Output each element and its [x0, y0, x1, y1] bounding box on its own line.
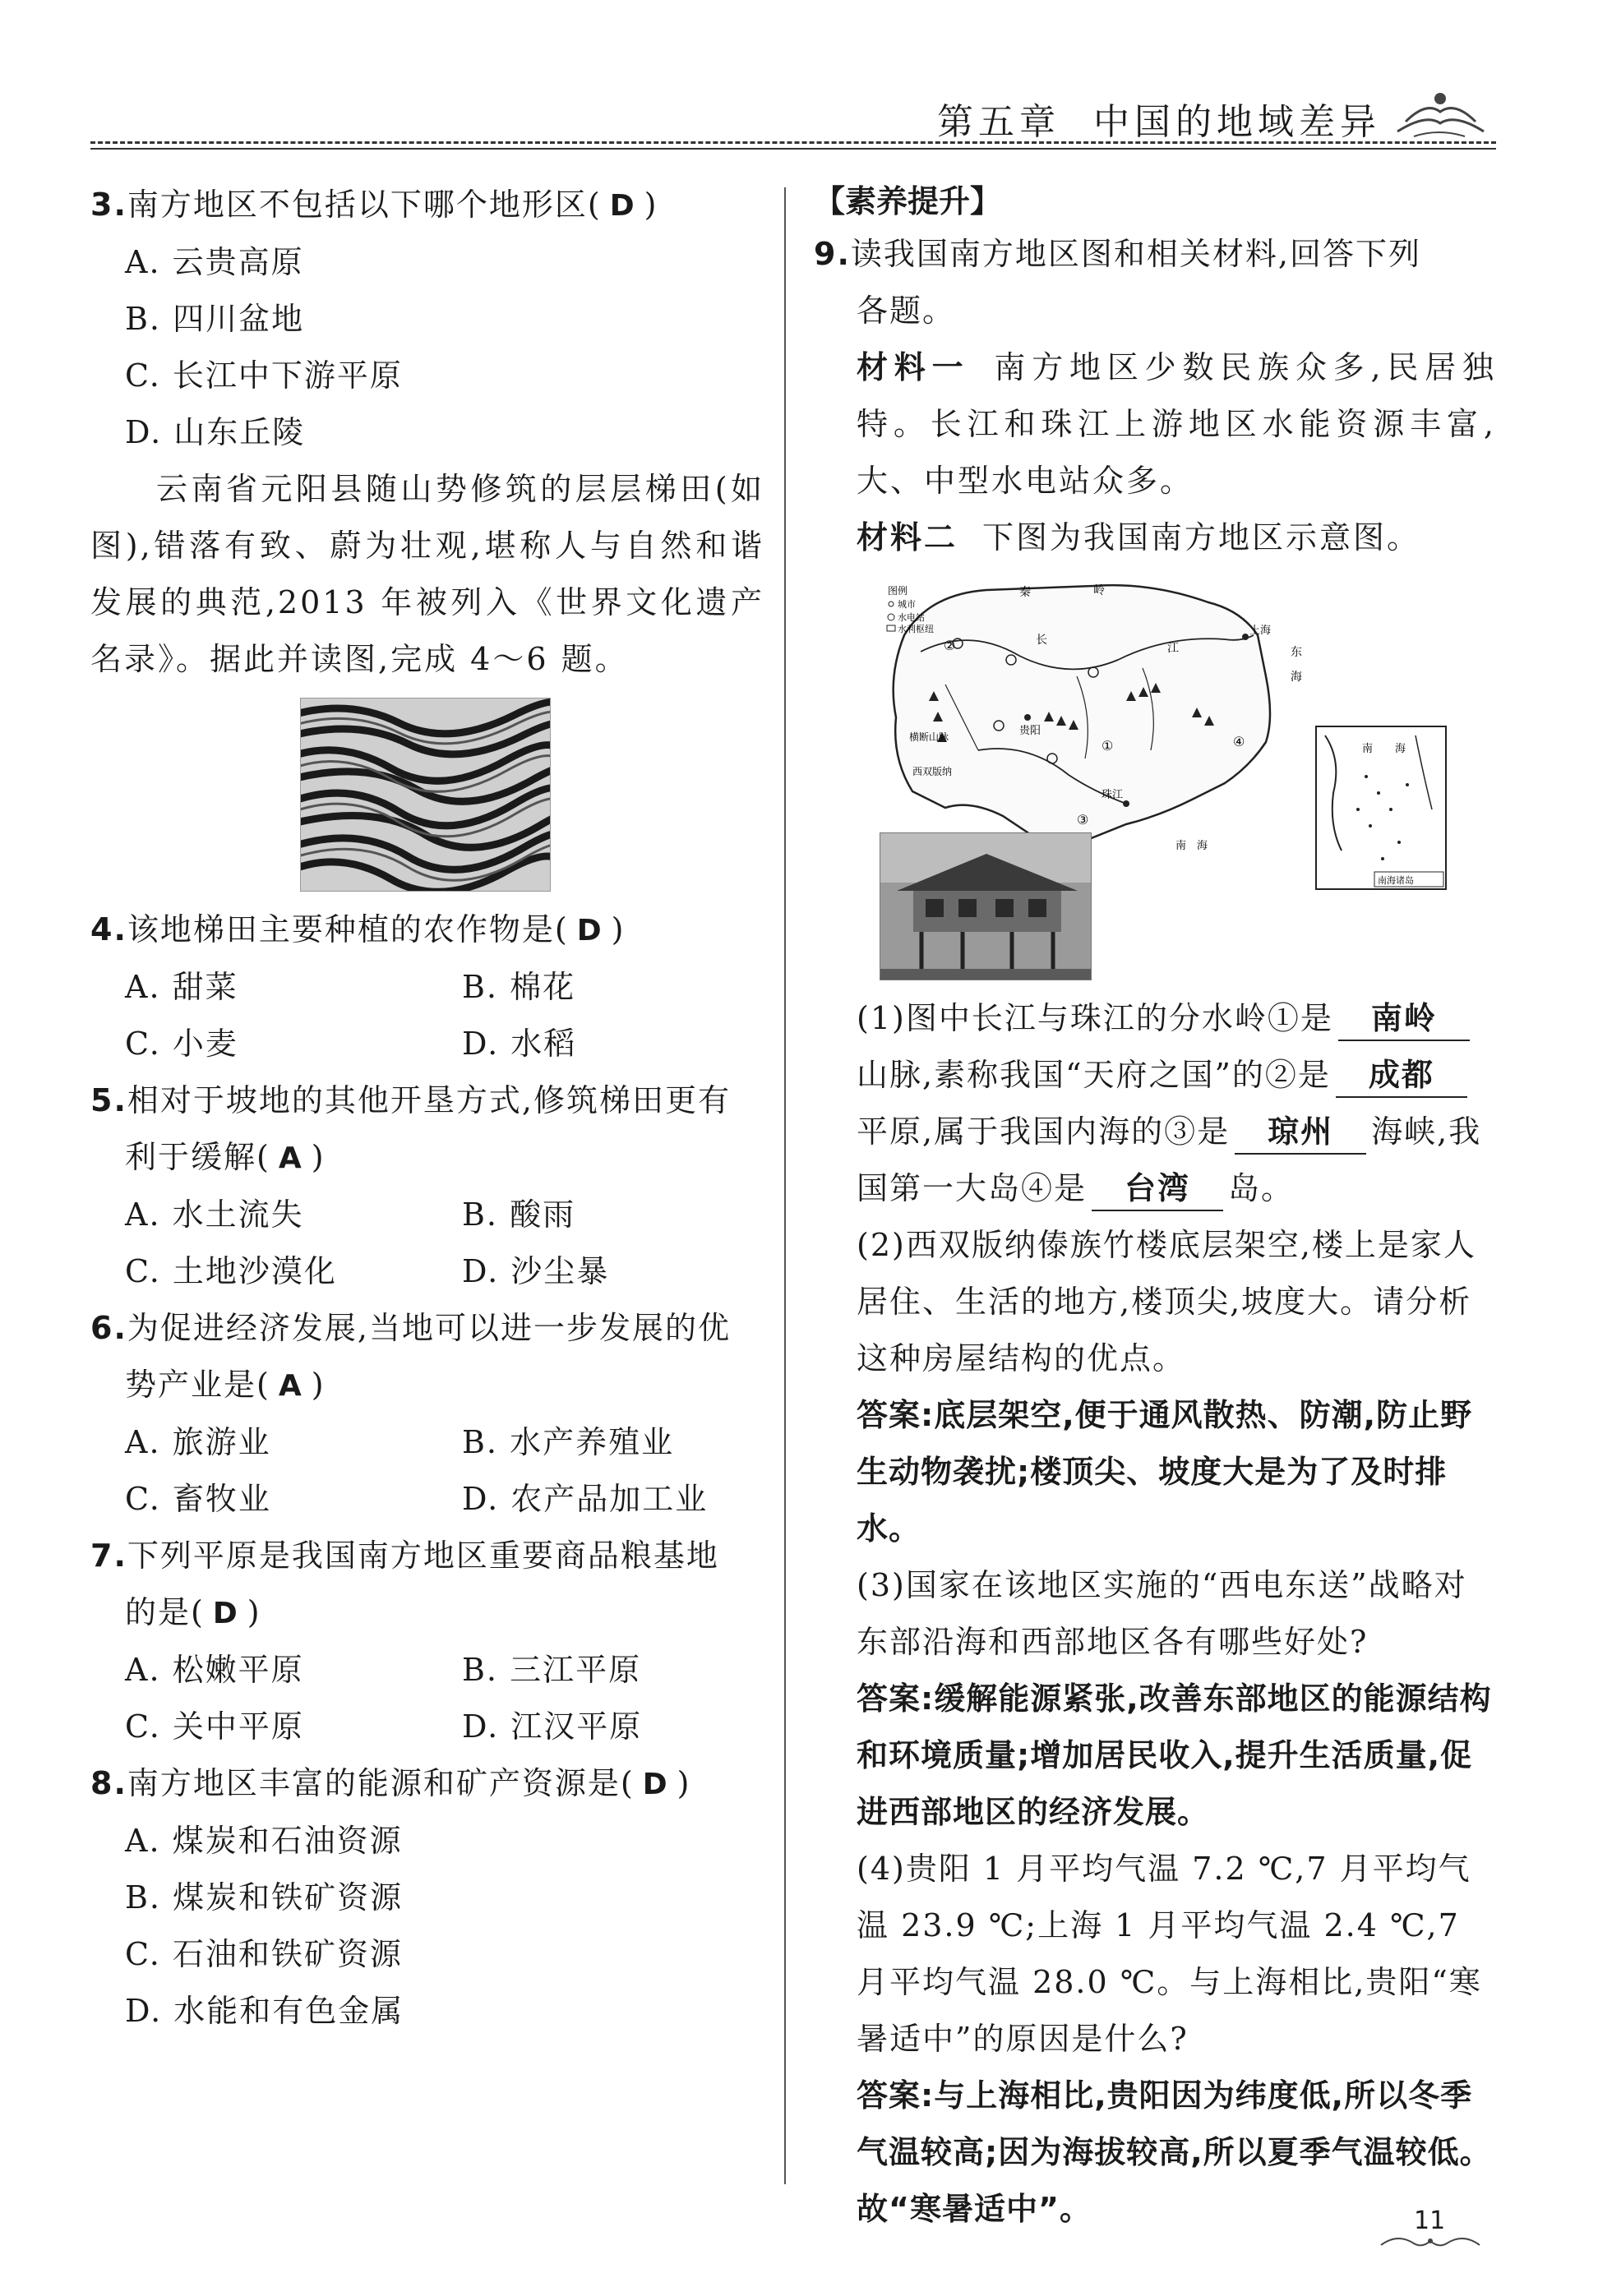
map-label-hai: 海 [1291, 671, 1302, 684]
options-row [90, 1243, 764, 1300]
option-c: C. 石油和铁矿资源 [125, 1936, 403, 1972]
material-label: 材料二 [857, 519, 958, 556]
question-text: 南方地区不包括以下哪个地形区( [127, 187, 602, 223]
sub1-text: 海峡, [1371, 1113, 1449, 1150]
map-label-hengduan: 横断山脉 [909, 731, 949, 743]
paren-close: ) [247, 1594, 261, 1630]
options-row [90, 1414, 764, 1471]
column-divider [784, 187, 786, 2184]
header-ornament-icon [1389, 89, 1488, 141]
map-label-ling: 岭 [1093, 584, 1105, 597]
legend-hydro-label: 水电站 [898, 612, 925, 623]
options-row [90, 1471, 764, 1528]
question-text: 为促进经济发展,当地可以进一步发展的优 [127, 1310, 731, 1346]
subquestion-1 [814, 990, 1496, 1217]
map-label-guiyang: 贵阳 [1019, 725, 1041, 737]
map-label-dong: 东 [1291, 646, 1302, 659]
legend-dam-label: 水利枢纽 [898, 624, 934, 634]
subquestion-3: (3)国家在该地区实施的“西电东送”战略对东部沿海和西部地区各有哪些好处? [857, 1567, 1467, 1660]
chapter-number: 第五章 [937, 101, 1060, 143]
question-6 [90, 1300, 764, 1357]
answer-4: 答案:与上海相比,贵阳因为纬度低,所以冬季气温较高;因为海拔较高,所以夏季气温较低。故“寒暑适中”。 [857, 2077, 1492, 2227]
paren-close: ) [611, 911, 626, 947]
question-text: 的是( [125, 1594, 205, 1630]
answer-2: 答案:底层架空,便于通风散热、防潮,防止野生动物袭扰;楼顶尖、坡度大是为了及时排水。 [857, 1397, 1473, 1547]
option-a: A. 甜菜 [125, 969, 238, 1005]
header-dashed-rule [90, 141, 1496, 144]
blank-answer-1: 南岭 [1338, 997, 1470, 1041]
option-b: B. 四川盆地 [125, 301, 305, 337]
option-d: D. 沙尘暴 [462, 1253, 610, 1289]
map-label-4: ④ [1233, 734, 1245, 749]
header-solid-rule [90, 148, 1496, 150]
question-text: 各题。 [857, 293, 956, 329]
question-9-cont [814, 283, 1496, 339]
question-text: 相对于坡地的其他开垦方式,修筑梯田更有 [127, 1082, 731, 1118]
question-number: 8. [90, 1765, 127, 1801]
option-b: B. 水产养殖业 [462, 1424, 675, 1460]
legend-dam-icon [887, 625, 895, 631]
question-number: 3. [90, 187, 127, 223]
map-label-xishuangbanna: 西双版纳 [912, 766, 953, 777]
question-4 [90, 901, 764, 959]
material-2 [814, 509, 1496, 566]
legend-city-icon [889, 602, 894, 606]
option-c: C. 土地沙漠化 [125, 1253, 337, 1289]
options-row [90, 1699, 764, 1755]
blank-answer-2: 成都 [1336, 1053, 1467, 1098]
sub1-text: (1)图中长江与珠江的分水岭①是 [857, 1000, 1333, 1036]
option-d: D. 农产品加工业 [462, 1481, 709, 1517]
material-label: 材料一 [857, 349, 970, 385]
sub1-text: 平原,属于我国内海的③是 [857, 1113, 1231, 1150]
question-number: 6. [90, 1310, 127, 1346]
material-1 [814, 339, 1496, 509]
question-9 [814, 226, 1496, 283]
options-row [90, 1187, 764, 1243]
blank-answer-4: 台湾 [1092, 1167, 1223, 1211]
page-number: 11 [1414, 2206, 1446, 2235]
inset-label: 南海诸岛 [1378, 875, 1414, 886]
map-label-chang: 长 [1036, 634, 1047, 647]
question-5-cont [90, 1129, 764, 1187]
footer-ornament-icon [1373, 2229, 1488, 2253]
question-6-cont [90, 1357, 764, 1414]
terrace-photo-image [301, 698, 551, 892]
answer-letter: D [576, 914, 603, 947]
passage-terraces: 云南省元阳县随山势修筑的层层梯田(如图),错落有致、蔚为壮观,堪称人与自然和谐发展的典范,2013 年被列入《世界文化遗产名录》。据此并读图,完成 4～6 题。 [90, 471, 764, 677]
paren-close: ) [311, 1139, 326, 1175]
material-text: 下图为我国南方地区示意图。 [982, 519, 1421, 556]
legend-title: 图例 [888, 585, 908, 597]
option-d: D. 水能和有色金属 [125, 1993, 404, 2029]
option-a: A. 松嫩平原 [125, 1652, 304, 1688]
subquestion-4: (4)贵阳 1 月平均气温 7.2 ℃,7 月平均气温 23.9 ℃;上海 1 月平均气温 2.4 ℃,7 月平均气温 28.0 ℃。与上海相比,贵阳“寒暑适中”的原因是什么? [857, 1851, 1482, 2057]
question-5 [90, 1072, 764, 1129]
question-text: 读我国南方地区图和相关材料,回答下列 [850, 236, 1421, 272]
answer-3: 答案:缓解能源紧张,改善东部地区的能源结构和环境质量;增加居民收入,提升生活质量,促进西部地区的经济发展。 [857, 1681, 1492, 1830]
inset-hai: 海 [1395, 743, 1406, 755]
material-text: 南方地区少数民族众多,民居独特。长江和珠江上游地区水能资源丰富,大、中型水电站众多。 [857, 349, 1496, 499]
section-title: 【素养提升】 [814, 183, 1002, 219]
sub1-text: 山脉,素称我国“天府之国”的②是 [857, 1057, 1331, 1093]
map-label-3: ③ [1077, 812, 1089, 828]
option-c: C. 小麦 [125, 1026, 238, 1062]
chapter-name: 中国的地域差异 [1093, 101, 1381, 143]
option-d: D. 江汉平原 [462, 1708, 643, 1745]
terrace-photo [300, 698, 551, 892]
answer-letter: D [212, 1597, 239, 1630]
map-label-jiang: 江 [1167, 642, 1179, 655]
options-row [90, 959, 764, 1016]
map-label-zhujiang: 珠江 [1102, 789, 1124, 801]
question-number: 5. [90, 1082, 127, 1118]
map-label-nanhai: 南 海 [1175, 840, 1208, 852]
paren-close: ) [644, 187, 658, 223]
question-7-cont [90, 1584, 764, 1642]
question-text: 利于缓解( [125, 1139, 270, 1175]
question-text: 南方地区丰富的能源和矿产资源是( [127, 1765, 635, 1801]
map-label-2: ② [944, 638, 956, 653]
option-a: A. 旅游业 [125, 1424, 271, 1460]
question-8 [90, 1755, 764, 1813]
map-label-qin: 秦 [1019, 586, 1031, 599]
answer-letter: D [609, 189, 636, 223]
legend-hydro-icon [888, 614, 894, 620]
question-number: 7. [90, 1538, 127, 1574]
option-b: B. 三江平原 [462, 1652, 642, 1688]
paren-close: ) [311, 1367, 326, 1403]
option-b: B. 棉花 [462, 969, 576, 1005]
question-number: 4. [90, 911, 127, 947]
inset-nan: 南 [1362, 743, 1374, 755]
right-column [814, 177, 1496, 2238]
sub1-text: 我国第一大岛④是 [857, 1113, 1482, 1206]
left-column [90, 177, 764, 2040]
option-a: A. 煤炭和石油资源 [125, 1823, 403, 1859]
option-d: D. 山东丘陵 [125, 414, 306, 450]
bamboo-house-image [880, 833, 1092, 980]
option-d: D. 水稻 [462, 1026, 577, 1062]
question-3 [90, 177, 764, 234]
answer-letter: A [278, 1369, 303, 1403]
option-a: A. 云贵高原 [125, 244, 304, 280]
inset-svg [1317, 727, 1445, 888]
option-c: C. 长江中下游平原 [125, 357, 403, 394]
question-text: 势产业是( [125, 1367, 270, 1403]
option-b: B. 酸雨 [462, 1196, 576, 1233]
option-c: C. 关中平原 [125, 1708, 304, 1745]
question-7 [90, 1528, 764, 1584]
answer-letter: D [642, 1768, 669, 1801]
question-text: 该地梯田主要种植的农作物是( [127, 911, 569, 947]
bamboo-house-photo [880, 832, 1092, 980]
option-a: A. 水土流失 [125, 1196, 304, 1233]
map-label-1: ① [1102, 738, 1114, 754]
question-number: 9. [814, 236, 851, 272]
south-china-sea-inset [1315, 726, 1447, 890]
chapter-title [937, 92, 1381, 145]
paren-close: ) [677, 1765, 691, 1801]
question-text: 下列平原是我国南方地区重要商品粮基地 [127, 1538, 719, 1574]
options-row [90, 1642, 764, 1699]
page-header [90, 82, 1496, 156]
answer-letter: A [278, 1141, 303, 1175]
legend-city-label: 城市 [898, 599, 916, 610]
options-row [90, 1016, 764, 1072]
south-china-map [871, 578, 1496, 980]
option-b: B. 煤炭和铁矿资源 [125, 1879, 404, 1916]
subquestion-2: (2)西双版纳傣族竹楼底层架空,楼上是家人居住、生活的地方,楼顶尖,坡度大。请分析这种房屋结构的优点。 [857, 1227, 1476, 1376]
blank-answer-3: 琼州 [1235, 1110, 1366, 1155]
option-c: C. 畜牧业 [125, 1481, 271, 1517]
map-label-shanghai: 上海 [1249, 625, 1272, 637]
sub1-text: 岛。 [1228, 1170, 1295, 1206]
